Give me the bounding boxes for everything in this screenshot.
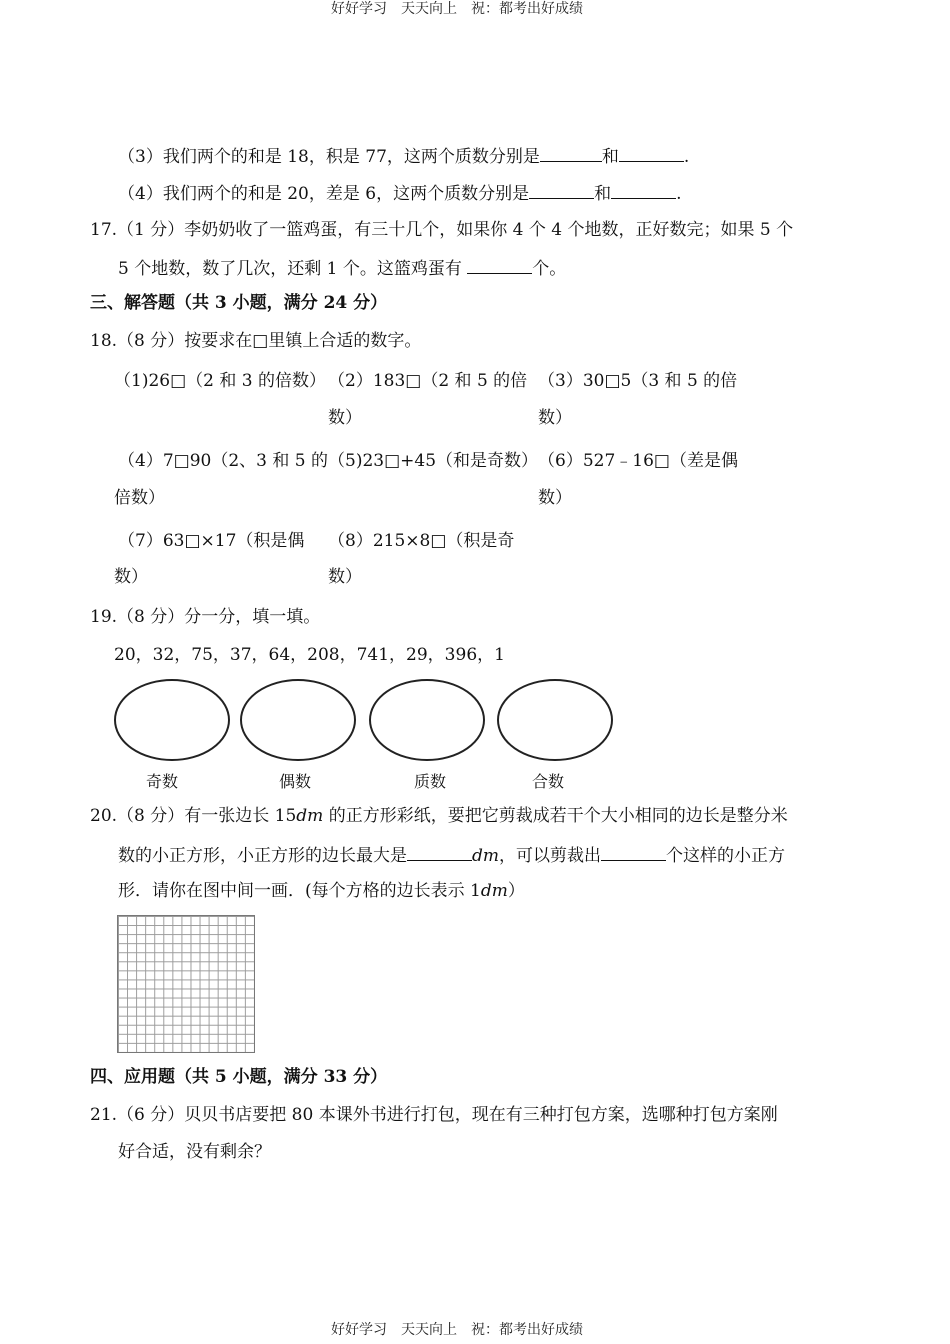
q19-numbers: 20，32，75，37，64，208，741，29，396，1 [114,645,505,665]
q18-item4: （4）7□90（2、3 和 5 的 [118,451,328,471]
answer-blank[interactable] [407,846,472,861]
unit-dm: dm [296,806,324,826]
q20-line3-text: 形．请你在图中间一画．(每个方格的边长表示 1 [118,881,481,901]
even-oval[interactable] [241,680,355,760]
page-footer: 好好学习 天天向上 祝：都考出好成绩 [331,1322,583,1338]
q18-item8-cont: 数） [328,567,362,587]
page-header: 好好学习 天天向上 祝：都考出好成绩 [331,1,583,17]
q18-title: 18.（8 分）按要求在□里镇上合适的数字。 [90,331,422,351]
oval-label-prime: 质数 [414,772,447,791]
q18-item6: （6）527﹣16□（差是偶 [538,451,738,471]
q19-title: 19.（8 分）分一分，填一填。 [90,607,321,627]
prime-oval[interactable] [370,680,484,760]
answer-blank[interactable] [601,846,666,861]
oval-label-even: 偶数 [279,772,312,791]
q21-line2: 好合适，没有剩余？ [118,1142,271,1162]
q21-line1: 21.（6 分）贝贝书店要把 80 本课外书进行打包，现在有三种打包方案，选哪种打包方案刚 [90,1105,778,1125]
q18-item3: （3）30□5（3 和 5 的倍 [538,371,738,391]
q18-item7-cont: 数） [114,567,148,587]
odd-oval[interactable] [115,680,229,760]
q20-line2 [118,846,785,865]
q20-line3 [118,883,525,900]
grid-paper[interactable] [117,915,255,1053]
q18-item3-cont: 数） [538,408,572,428]
q18-item7: （7）63□×17（积是偶 [118,531,305,551]
q20-line1-rest: 的正方形彩纸，要把它剪裁成若干个大小相同的边长是整分米 [323,806,788,826]
oval-label-composite: 合数 [532,772,565,791]
q20-line2-mid: ，可以剪裁出 [499,846,602,866]
section-heading-4: 四、应用题（共 5 小题，满分 33 分） [90,1067,388,1087]
unit-dm: dm [472,846,500,866]
q18-item1: （1)26□（2 和 3 的倍数） [114,371,326,391]
q20-line3-end: ） [507,881,525,901]
q17-line2-text: 5 个地数，数了几次，还剩 1 个。这篮鸡蛋有 [118,259,468,279]
q20-line1 [90,808,788,825]
q16-part4-text: （4）我们两个的和是 20，差是 6，这两个质数分别是 [118,184,530,204]
q18-item4-cont: 倍数） [114,488,165,508]
q16-part4-and: 和 [594,184,612,204]
q18-item8: （8）215×8□（积是奇 [328,531,515,551]
q16-part3-text: （3）我们两个的和是 18，积是 77，这两个质数分别是 [118,147,540,167]
composite-oval[interactable] [498,680,612,760]
q16-part4-end: . [676,184,682,204]
q17-line2-end: 个。 [532,259,567,279]
q16-part3-and: 和 [601,147,619,167]
q20-line2-text: 数的小正方形，小正方形的边长最大是 [118,846,407,866]
oval-label-odd: 奇数 [146,772,179,791]
q16-part3-end: . [683,147,690,167]
q20-line2-end: 个这样的小正方 [666,846,786,866]
q18-item5: （5)23□+45（和是奇数） [328,451,539,471]
q17-line1: 17.（1 分）李奶奶收了一篮鸡蛋，有三十几个，如果你 4 个 4 个地数，正好数完；如果 5 个 [90,220,794,240]
section-heading-3: 三、解答题（共 3 小题，满分 24 分） [90,293,388,313]
q18-item6-cont: 数） [538,488,572,508]
q20-line1-text: 20.（8 分）有一张边长 15 [90,806,297,826]
q18-item2: （2）183□（2 和 5 的倍 [328,371,528,391]
q18-item2-cont: 数） [328,408,362,428]
unit-dm: dm [480,881,508,901]
